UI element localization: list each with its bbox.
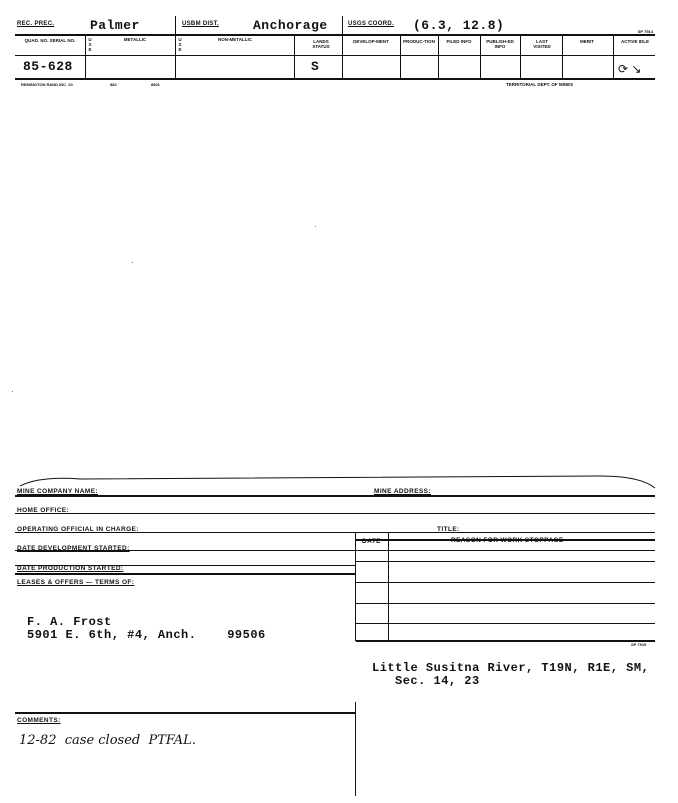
card-edge [0,470,678,494]
rule [15,495,655,497]
speck [315,226,316,227]
operating-official-label: OPERATING OFFICIAL IN CHARGE: [17,526,139,533]
bottom-card [0,470,678,803]
col-filed-info: FILED INFO [446,39,472,44]
title-label: TITLE: [437,526,460,533]
location-line-1: Little Susitna River, T19N, R1E, SM, [372,661,650,675]
comments-handwritten: 12-82 case closed PTFAL. [19,733,196,748]
rule [355,532,356,641]
col-published-info: PUBLISH-ED INFO [486,39,514,49]
col-active-idle: ACTIVE IDLE [621,39,650,44]
form-number-bottom: SP 7915 [631,642,647,647]
rec-prec-label: REC. PREC. [17,21,55,27]
rule [520,34,521,79]
usgs-coord-label: USGS COORD. [348,21,394,27]
quad-serial-value: 85-628 [23,59,73,74]
printer-credit: REMINGTON RAND INC. 20 [21,82,73,87]
lands-status-value: S [311,59,320,74]
top-card [15,16,655,91]
col-serial-no: SERIAL NO. [49,38,76,43]
col-quad-serial [15,38,85,43]
form-number: SP 7914 [637,29,653,34]
reason-column-header: REASON FOR WORK STOPPAGE [451,537,564,544]
department-label: TERRITORIAL DEPT. OF MINES [506,82,574,87]
rule [294,34,295,79]
leases-label: LEASES & OFFERS — TERMS OF: [17,579,135,586]
print-code-1: 882 [110,82,117,87]
col-merit: MERIT [580,39,594,44]
speck [12,391,13,392]
comments-label: COMMENTS: [17,717,61,724]
speck [132,262,133,263]
rule [562,34,563,79]
rule [15,78,655,80]
rule [85,34,86,79]
rule [175,16,176,79]
rule [356,561,655,562]
date-production-label: DATE PRODUCTION STARTED: [17,565,124,572]
rule [15,55,655,56]
rule [480,34,481,79]
col-production: PRODUC-TION [403,39,435,44]
rule [356,582,655,583]
rule [356,603,655,604]
usgs-coord-value: (6.3, 12.8) [413,18,505,33]
rec-prec-value: Palmer [90,18,140,33]
rule [15,34,655,36]
col-use-nonmetallic: U S E [178,37,182,52]
date-development-label: DATE DEVELOPMENT STARTED: [17,545,130,552]
col-last-visited: LAST VISITED [533,39,551,49]
rule [356,640,655,642]
owner-address: 5901 E. 6th, #4, Anch. 99506 [27,628,266,642]
mine-company-label: MINE COMPANY NAME: [17,488,98,495]
active-idle-mark: ⟳ ↘ [618,62,642,76]
location-line-2: Sec. 14, 23 [395,674,480,688]
usbm-dist-value: Anchorage [253,18,328,33]
rule [613,34,614,79]
rule [342,16,343,79]
col-quad-no: QUAD. NO. [24,38,49,43]
rule [15,712,355,714]
rule [15,573,355,575]
col-non-metallic: NON-METALLIC [218,37,252,42]
print-code-2: 8801 [151,82,160,87]
rule [400,34,401,79]
rule [388,532,389,641]
home-office-label: HOME OFFICE: [17,507,70,514]
rule [15,513,655,514]
rule [438,34,439,79]
date-column-header: DATE [362,538,381,545]
rule [356,623,655,624]
mine-address-label: MINE ADDRESS: [374,488,431,495]
col-use-metallic: U S E [88,37,92,52]
col-development: DEVELOP-MENT [353,39,389,44]
owner-name: F. A. Frost [27,615,112,629]
col-lands-status: LANDS STATUS [312,39,330,49]
rule [355,702,356,796]
usbm-dist-label: USBM DIST. [182,21,220,27]
col-metallic: METALLIC [123,37,147,42]
